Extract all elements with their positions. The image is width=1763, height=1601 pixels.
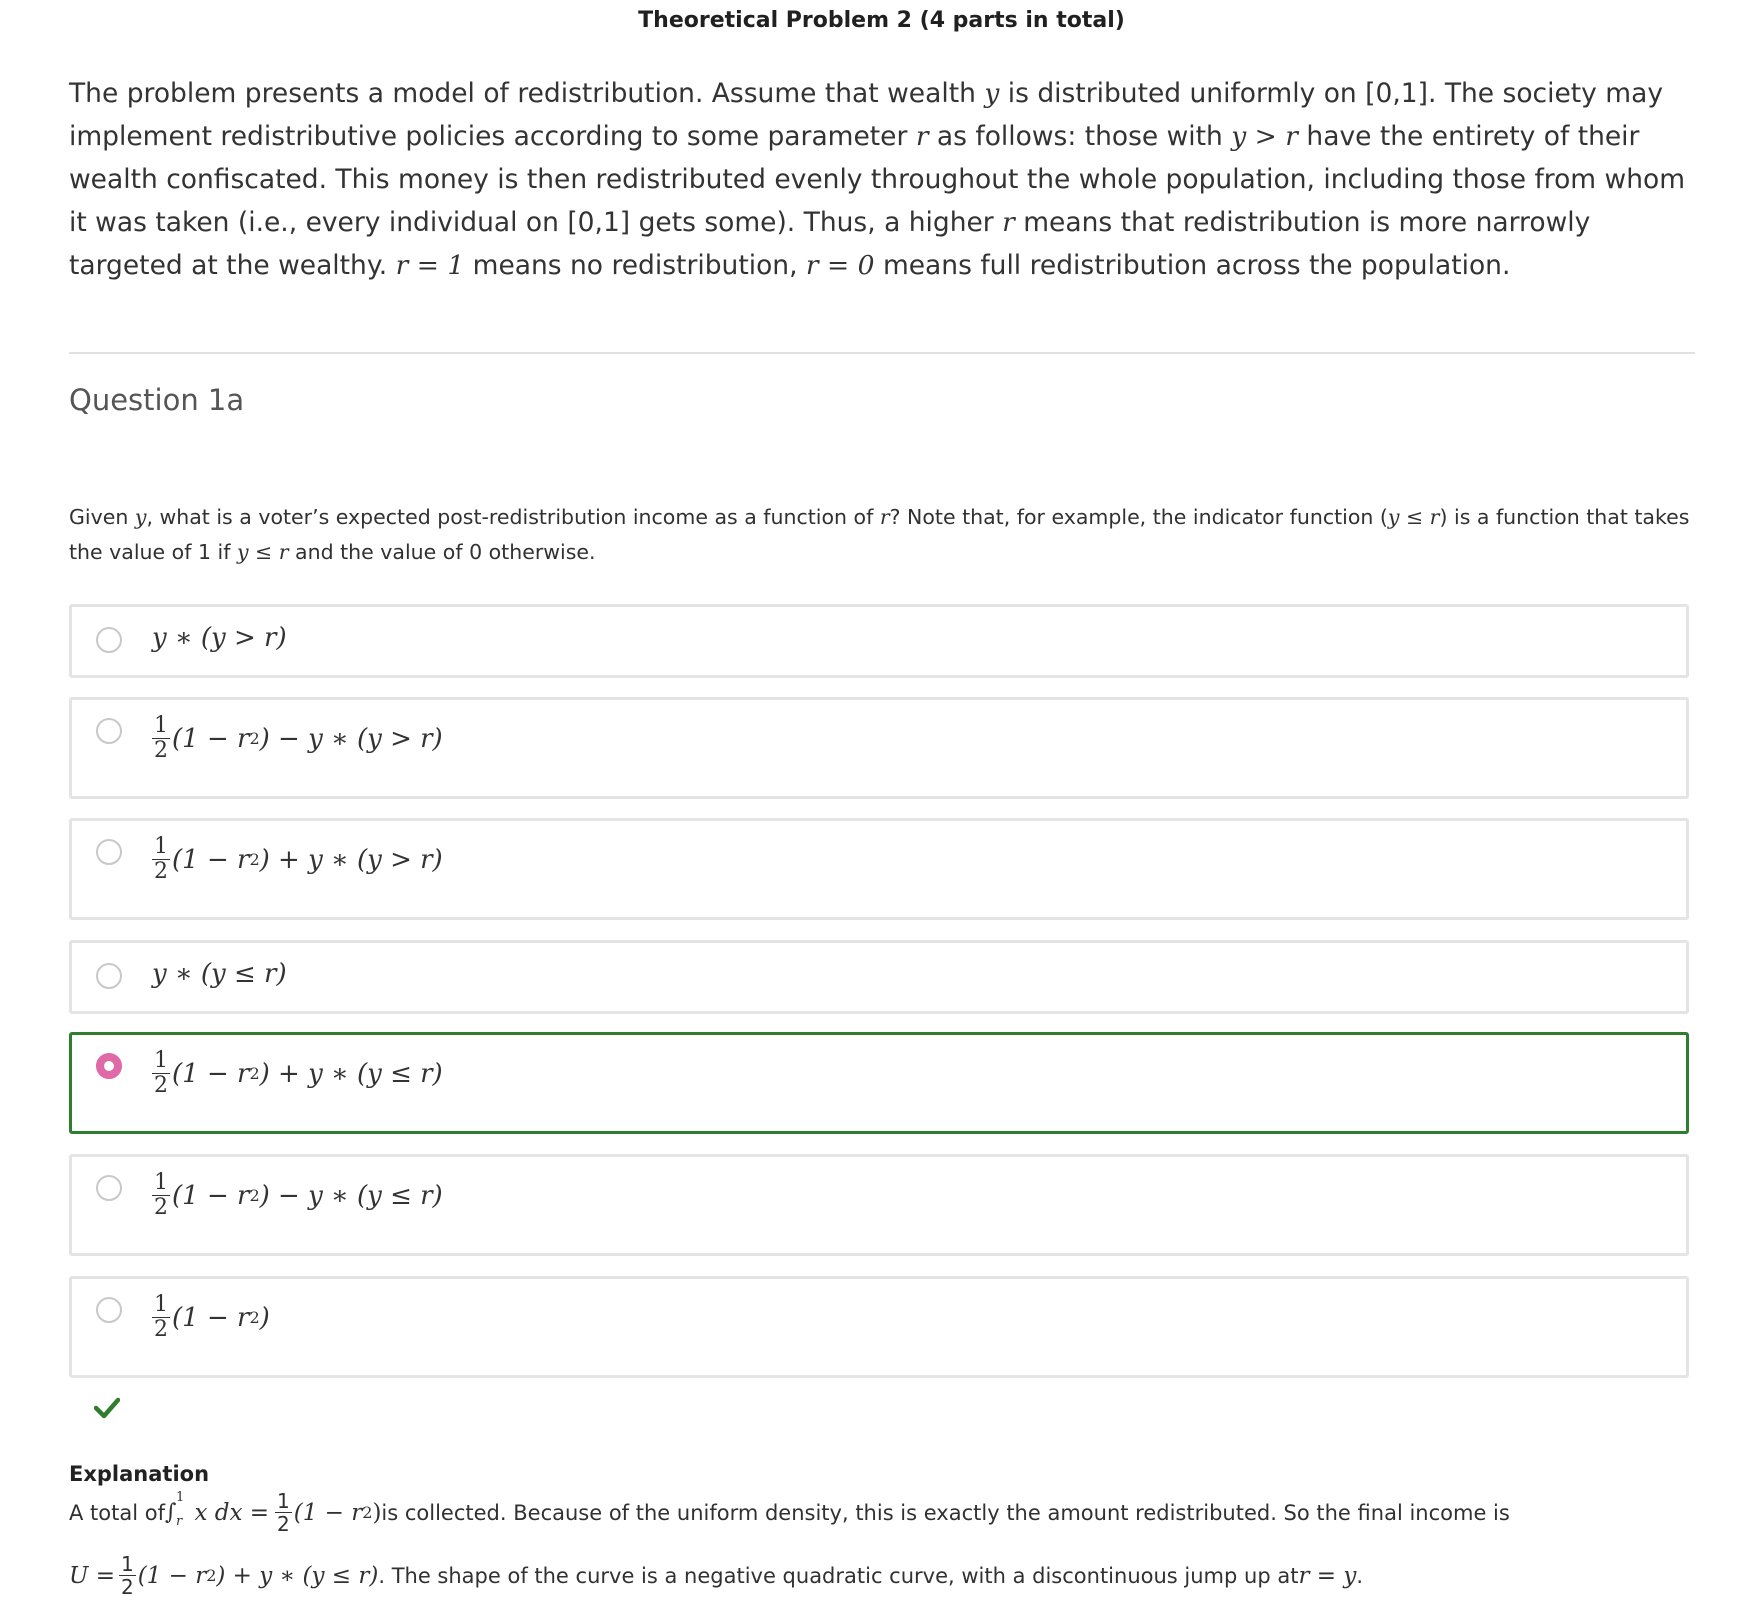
radio-button[interactable] — [96, 963, 122, 989]
math-expr: r = y — [1298, 1562, 1357, 1589]
intro-text: means full redistribution across the population. — [874, 250, 1511, 281]
explanation-line-2 — [69, 1553, 1363, 1598]
formula-part: ) + y ∗ (y ≤ r) — [259, 1058, 443, 1089]
fraction — [275, 1490, 292, 1535]
choice-formula: y ∗ (y > r) — [152, 623, 287, 653]
fraction-numerator: 1 — [277, 1489, 290, 1513]
fraction-denominator: 2 — [154, 859, 168, 884]
page-title: Theoretical Problem 2 (4 parts in total) — [638, 8, 1125, 33]
math-var: r — [879, 505, 890, 529]
fraction-denominator: 2 — [120, 1575, 134, 1599]
formula-exponent: 2 — [249, 1186, 260, 1205]
math-expr: x dx = — [194, 1499, 270, 1526]
intro-text: means that redistribution is more narrowly targeted at the wealthy. — [69, 207, 1591, 281]
formula-part: ) + y ∗ (y > r) — [259, 844, 443, 875]
math-expr: ) — [372, 1499, 382, 1526]
formula-exponent: 2 — [362, 1503, 373, 1522]
formula-part: (1 − r — [172, 1058, 250, 1089]
check-icon — [94, 1397, 120, 1419]
formula-exponent: 2 — [249, 729, 260, 748]
intro-text: as follows: those with — [928, 121, 1232, 152]
radio-button[interactable] — [96, 627, 122, 653]
intro-text: means no redistribution, — [464, 250, 806, 281]
answer-choice-7[interactable] — [69, 1276, 1689, 1378]
math-var: y — [134, 505, 147, 529]
math-expr: y ≤ r — [1387, 505, 1440, 529]
fraction — [152, 1049, 170, 1098]
formula-part: ) — [259, 1302, 270, 1333]
formula-part: ) − y ∗ (y ≤ r) — [259, 1180, 443, 1211]
prompt-text: ) is a function that takes the value of 1 if — [69, 505, 1690, 564]
answer-choice-2[interactable] — [69, 697, 1689, 799]
formula-part: (1 − r — [172, 723, 250, 754]
explanation-text: . The shape of the curve is a negative quadratic curve, with a discontinuous jump up at — [378, 1563, 1299, 1588]
choice-formula — [152, 1171, 443, 1220]
math-var: y — [984, 78, 1000, 109]
explanation-text: A total of — [69, 1500, 165, 1525]
fraction — [152, 835, 170, 884]
answer-choice-5[interactable] — [69, 1032, 1689, 1134]
choice-formula — [152, 1293, 270, 1342]
fraction — [152, 1171, 170, 1220]
math-var: r — [1002, 207, 1015, 238]
fraction-numerator: 1 — [154, 1048, 168, 1073]
integral — [164, 1490, 185, 1529]
fraction-numerator: 1 — [154, 1170, 168, 1195]
formula-exponent: 2 — [249, 1308, 260, 1327]
fraction-numerator: 1 — [154, 713, 168, 738]
choice-formula — [152, 1049, 443, 1098]
math-expr: ) + y ∗ (y ≤ r) — [216, 1562, 379, 1589]
intro-text: is distributed uniformly on [0,1]. The society may implement redistributive policies according to some parameter — [69, 78, 1664, 152]
fraction — [119, 1553, 136, 1598]
prompt-text: ? Note that, for example, the indicator function ( — [889, 505, 1388, 529]
math-expr: U = — [69, 1562, 115, 1589]
fraction-numerator: 1 — [120, 1552, 134, 1576]
fraction-denominator: 2 — [154, 738, 168, 763]
math-expr: r = 1 — [395, 250, 465, 281]
choice-formula — [152, 835, 443, 884]
prompt-text: Given — [69, 505, 135, 529]
intro-text: The problem presents a model of redistribution. Assume that wealth — [69, 78, 985, 109]
prompt-text: and the value of 0 otherwise. — [288, 540, 596, 564]
fraction-denominator: 2 — [154, 1317, 168, 1342]
explanation-line-1 — [69, 1490, 1510, 1535]
answer-choice-3[interactable] — [69, 818, 1689, 920]
fraction-numerator: 1 — [154, 834, 168, 859]
formula-part: (1 − r — [172, 1302, 250, 1333]
math-expr: y > r — [1231, 121, 1298, 152]
radio-button[interactable] — [96, 839, 122, 865]
fraction-denominator: 2 — [154, 1073, 168, 1098]
formula-exponent: 2 — [206, 1566, 217, 1585]
explanation-text: . — [1356, 1563, 1364, 1588]
problem-intro — [69, 72, 1689, 287]
formula-part: (1 − r — [172, 844, 250, 875]
fraction-denominator: 2 — [277, 1512, 290, 1536]
math-expr: (1 − r — [137, 1562, 207, 1589]
fraction — [152, 714, 170, 763]
choice-formula — [152, 714, 443, 763]
formula-part: ) − y ∗ (y > r) — [259, 723, 443, 754]
formula-exponent: 2 — [249, 1064, 260, 1083]
integral-upper-limit: 1 — [175, 1490, 185, 1505]
choice-formula: y ∗ (y ≤ r) — [152, 959, 287, 989]
radio-button-selected[interactable] — [96, 1053, 122, 1079]
question-prompt — [69, 500, 1699, 570]
radio-button[interactable] — [96, 1297, 122, 1323]
section-divider — [69, 352, 1695, 354]
fraction-numerator: 1 — [154, 1292, 168, 1317]
integral-sign: ∫ — [164, 1500, 177, 1525]
math-expr: y ≤ r — [236, 540, 289, 564]
answer-choice-6[interactable] — [69, 1154, 1689, 1256]
intro-text: have the entirety of their wealth confiscated. This money is then redistributed evenly throughout the whole population, including those from whom it was taken (i.e., every individual on [0,1] gets some). Thus, a higher — [69, 121, 1686, 238]
question-title: Question 1a — [69, 383, 245, 417]
fraction — [152, 1293, 170, 1342]
math-expr: r = 0 — [805, 250, 875, 281]
formula-part: (1 − r — [172, 1180, 250, 1211]
explanation-title: Explanation — [69, 1462, 210, 1486]
radio-button[interactable] — [96, 718, 122, 744]
fraction-denominator: 2 — [154, 1195, 168, 1220]
math-var: r — [915, 121, 929, 152]
explanation-text: is collected. Because of the uniform density, this is exactly the amount redistributed. So the final income is — [381, 1500, 1510, 1525]
math-expr: (1 − r — [293, 1499, 363, 1526]
integral-lower-limit: r — [175, 1514, 183, 1529]
answer-choice-4[interactable] — [69, 940, 1689, 1014]
answer-choice-1[interactable] — [69, 604, 1689, 678]
prompt-text: , what is a voter’s expected post-redistribution income as a function of — [146, 505, 880, 529]
formula-exponent: 2 — [249, 850, 260, 869]
radio-button[interactable] — [96, 1175, 122, 1201]
